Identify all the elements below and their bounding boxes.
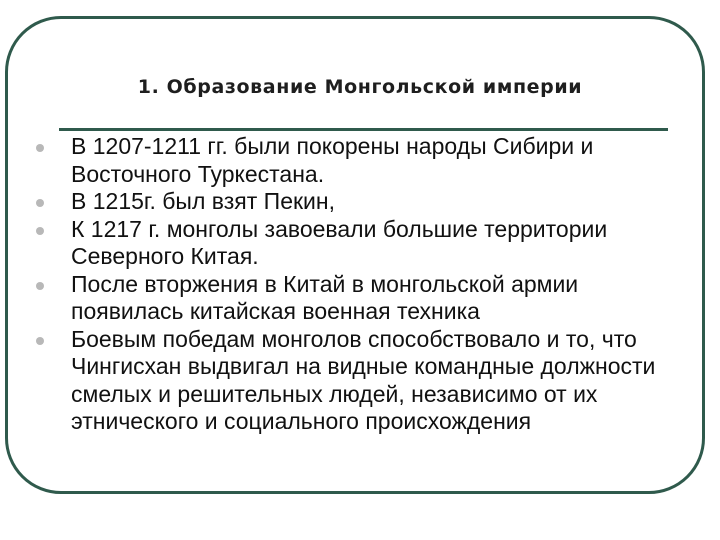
bullet-text: К 1217 г. монголы завоевали большие территории Северного Китая. xyxy=(71,215,608,269)
slide-title: 1. Образование Монгольской империи xyxy=(137,76,583,98)
bullet-dot-icon xyxy=(36,199,44,207)
bullet-text: В 1215г. был взят Пекин, xyxy=(71,188,335,214)
title-underline xyxy=(59,128,668,131)
bullet-item xyxy=(30,216,690,271)
bullet-text: Боевым победам монголов способствовало и то, что Чингисхан выдвигал на видные командные должности смелых и решительных людей, независимо от их этнического и социального происхождения xyxy=(71,325,656,434)
bullet-item xyxy=(30,326,690,436)
bullet-dot-icon xyxy=(36,144,44,152)
bullet-item xyxy=(30,271,690,326)
bullet-text: В 1207-1211 гг. были покорены народы Сибири и Восточного Туркестана. xyxy=(71,133,594,187)
bullet-item xyxy=(30,188,690,216)
bullet-dot-icon xyxy=(36,227,44,235)
bullet-dot-icon xyxy=(36,337,44,345)
bullet-dot-icon xyxy=(36,282,44,290)
bullet-list xyxy=(30,133,690,436)
bullet-item xyxy=(30,133,690,188)
bullet-text: После вторжения в Китай в монгольской армии появилась китайская военная техника xyxy=(71,270,579,324)
